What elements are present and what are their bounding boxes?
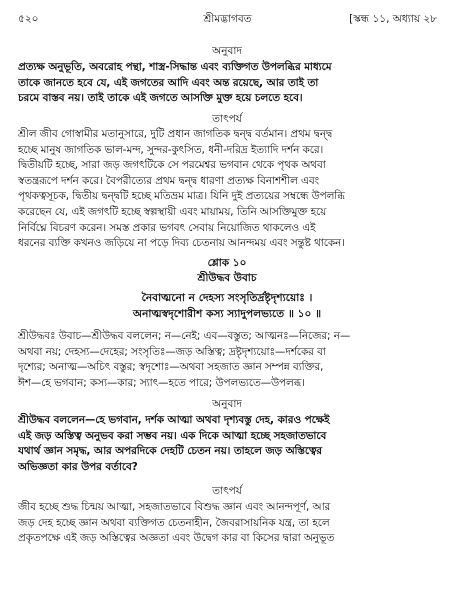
page-header: [18, 12, 437, 26]
chapter-reference: [স্কন্ধ ১১, অধ্যায় ২৮: [349, 13, 437, 25]
page-number: ৫২০: [18, 13, 39, 25]
verse-line-1: নৈবাত্মনো ন দেহস্য সংসৃতির্দ্রষ্টৃদৃশ্যয়োঃ ।: [141, 292, 313, 304]
text-line: ধরনের ব্যক্তি কখনও জড়িয়ে না পড়ে দিব্য চেতনায় আনন্দময় এবং সন্তুষ্ট থাকেন।: [18, 237, 345, 250]
verse-line-2: অনাত্মস্বদৃশোরীশ কস্য স্যাদুপলভ্যতে ॥ ১০ ॥: [132, 308, 322, 320]
text-line: তাকে জানতে হবে যে, এই জগতের আদি এবং অন্ত রয়েছে, আর তাই তা: [18, 76, 319, 89]
text-line: অথবা নয়; দেহস্য—দেহের; সংসৃতিঃ—জড় অস্তিত্ব; দ্রষ্টৃদৃশ্যয়োঃ—দর্শকের বা: [18, 345, 326, 358]
text-line: চরমে বাস্তব নয়। তাই তাকে এই জগতে আসক্তি মুক্ত হয়ে চলতে হবে।: [18, 92, 303, 105]
purport-text: [18, 500, 436, 547]
text-line: হচ্ছে মানুষ জাগতিক ভাল-মন্দ, সুন্দর-কুৎসিত, ধনী-দরিদ্র ইত্যাদি দর্শন করে।: [18, 143, 324, 156]
text-line: শ্রীউদ্ধব বললেন—হে ভগবান, দর্শক আত্মা অথবা দৃশ্যবস্তু দেহ, কারও পক্ষেই: [18, 414, 330, 426]
translation-text: [18, 60, 436, 107]
text-line: এই জড় অস্তিত্ব অনুভব করা সম্ভব নয়। এক দিকে আত্মা হচ্ছে সহজাতভাবে: [18, 429, 327, 442]
text-line: শ্রীউদ্ধবঃ উবাচ—শ্রীউদ্ধব বললেন; ন—নেই; এব—বস্তুত; আত্মনঃ—নিজের; ন—: [18, 330, 351, 342]
text-line: অভিজ্ঞতা কার উপর বর্তাবে?: [18, 460, 138, 473]
text-line: দৃশ্যের; অনাত্ম—অচিৎ বস্তুর; স্বদৃশোঃ—অথবা সহজাত জ্ঞান সম্পন্ন ব্যক্তির,: [18, 361, 324, 374]
purport-heading: তাৎপর্য: [212, 113, 242, 125]
text-line: জড় দেহ হচ্ছে জ্ঞান অথবা ব্যক্তিগত চেতনাহীন, জৈবরাসায়নিক যন্ত্র, তা হলে: [18, 516, 330, 529]
text-line: জীব হচ্ছে শুদ্ধ চিন্ময় আত্মা, সহজাতভাবে বিশুদ্ধ জ্ঞান এবং আনন্দপূর্ণ, আর: [18, 501, 331, 513]
text-line: শ্রীল জীব গোস্বামীর মতানুসারে, দুটি প্রধান জাগতিক দ্বন্দ্ব বর্তমান। প্রথম দ্বন্দ্ব: [18, 128, 333, 140]
text-line: প্রকৃতপক্ষে এই জড় অস্তিত্বের অজ্ঞতা এবং উদ্বেগ কার বা কিসের দ্বারা অনুভূত: [18, 532, 335, 545]
text-line: ঈশ—হে ভগবান; কস্য—কার; স্যাৎ—হতে পারে; উপলভ্যতে—উপলব্ধ।: [18, 376, 305, 389]
text-line: দ্বিতীয়টি হচ্ছে, সারা জড় জগৎটিকে সে পরমেশ্বর ভগবান থেকে পৃথক অথবা: [18, 159, 326, 172]
text-line: যথার্থ জ্ঞান সমৃদ্ধ, আর অপরদিকে দেহটি চেতন নয়। তাহলে জড় অস্তিত্বের: [18, 445, 322, 458]
verse-speaker: শ্রীউদ্ধব উবাচ: [197, 272, 257, 284]
translation-text: [18, 413, 436, 475]
purport-text: [18, 127, 436, 252]
translation-heading: অনুবাদ: [212, 398, 242, 410]
text-line: করেছেন যে, এই জগৎটি হচ্ছে স্বল্পস্থায়ী এবং মায়াময়, তিনি আসক্তিমুক্ত হয়ে: [18, 205, 327, 218]
text-line: স্বতন্ত্ররূপে দর্শন করে। বৈপরীত্যের প্রথম দ্বন্দ্ব ধারণা প্রত্যক্ষ বিনাশশীল এবং: [18, 174, 320, 187]
synonyms-text: [18, 329, 436, 391]
verse-label: শ্লোক ১০: [207, 257, 247, 269]
purport-heading: তাৎপর্য: [212, 485, 242, 497]
translation-heading: অনুবাদ: [212, 45, 242, 57]
text-line: প্রত্যক্ষ অনুভূতি, অবরোহ পন্থা, শাস্ত্র-সিদ্ধান্ত এবং ব্যক্তিগত উপলব্ধির মাধ্যমে: [18, 61, 332, 73]
book-title: শ্রীমদ্ভাগবত: [203, 13, 252, 25]
text-line: নির্বিঘ্নে বিচরণ করেন। সমস্ত প্রকার ভগবৎ সেবায় নিয়োজিত থাকলেও এই: [18, 221, 316, 234]
text-line: পৃথকত্বসূচক, দ্বিতীয় দ্বন্দ্বটি হচ্ছে মতিভ্রম মাত্র। যিনি দুই প্রত্যয়ের সম্বন্ধে উপলব্ধি: [18, 190, 345, 203]
